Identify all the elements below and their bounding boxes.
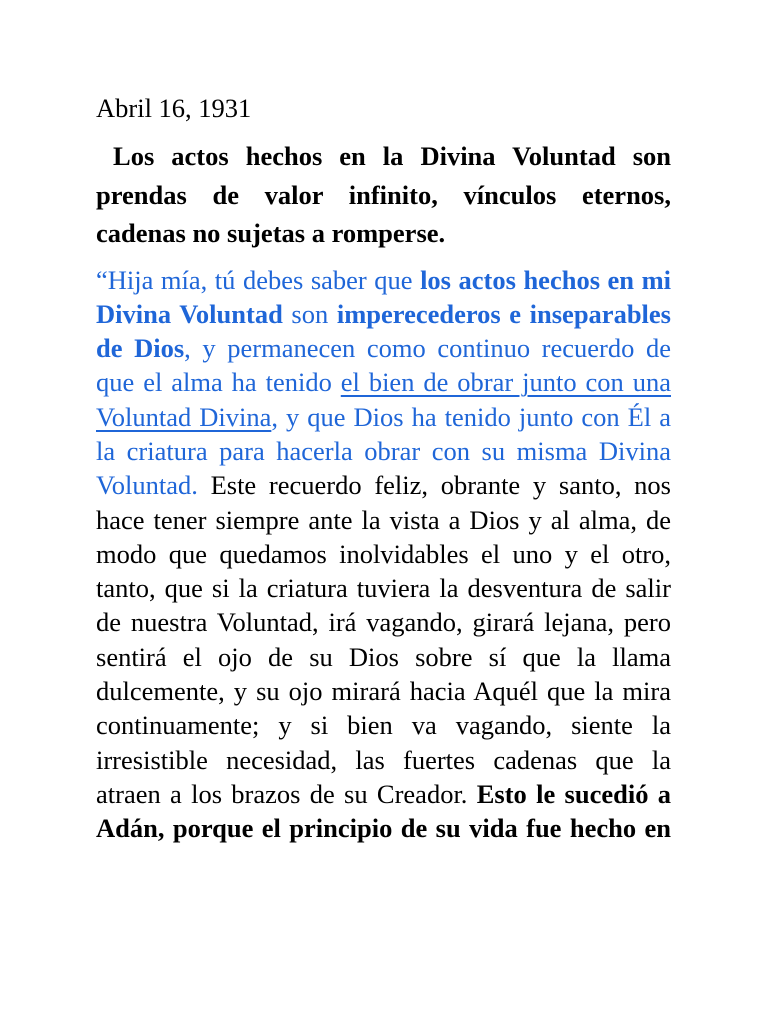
quote-emphasis-acts: los actos hechos en mi Divina Voluntad — [96, 264, 672, 329]
quote-connector: son — [282, 298, 337, 329]
document-page — [96, 90, 671, 846]
chapter-heading — [96, 137, 671, 253]
body-emphasis-adan: Esto le sucedió a Adán, porque el principio de su vida fue hecho en — [96, 778, 671, 844]
entry-date: Abril 16, 1931 — [96, 93, 252, 123]
quote-emphasis-imperishable: imperecederos e inseparables de Dios — [96, 298, 671, 364]
chapter-heading-text: Los actos hechos en la Divina Voluntad son prendas de valor infinito, vínculos eternos, cadenas no sujetas a romperse. — [96, 141, 672, 248]
body-text: Este recuerdo feliz, obrante y santo, nos hace tener siempre ante la vista a Dios y al alma, de modo que quedamos inolvidables el uno y el otro, tanto, que si la criatura tuviera la desventura de salir de nuestra Voluntad, irá vagando, girará lejana, pero sentirá el ojo de su Dios sobre sí que la llama dulcemente, y su ojo mirará hacia Aquél que la mira continuamente; y si bien va vagando, siente la irresistible necesidad, las fuertes cadenas que la atraen a los brazos de su Creador. — [96, 470, 671, 809]
quote-opening: “Hija mía, tú debes saber que — [96, 264, 421, 295]
quote-continuation: , y permanecen como continuo recuerdo de que el alma ha tenido — [96, 333, 671, 398]
quote-closing: , y que Dios ha tenido junto con Él a la criatura para hacerla obrar con su misma Divina Voluntad. — [96, 401, 671, 501]
body-paragraph — [96, 263, 671, 846]
quote-underlined-phrase: el bien de obrar junto con una Voluntad Divina — [96, 367, 671, 432]
